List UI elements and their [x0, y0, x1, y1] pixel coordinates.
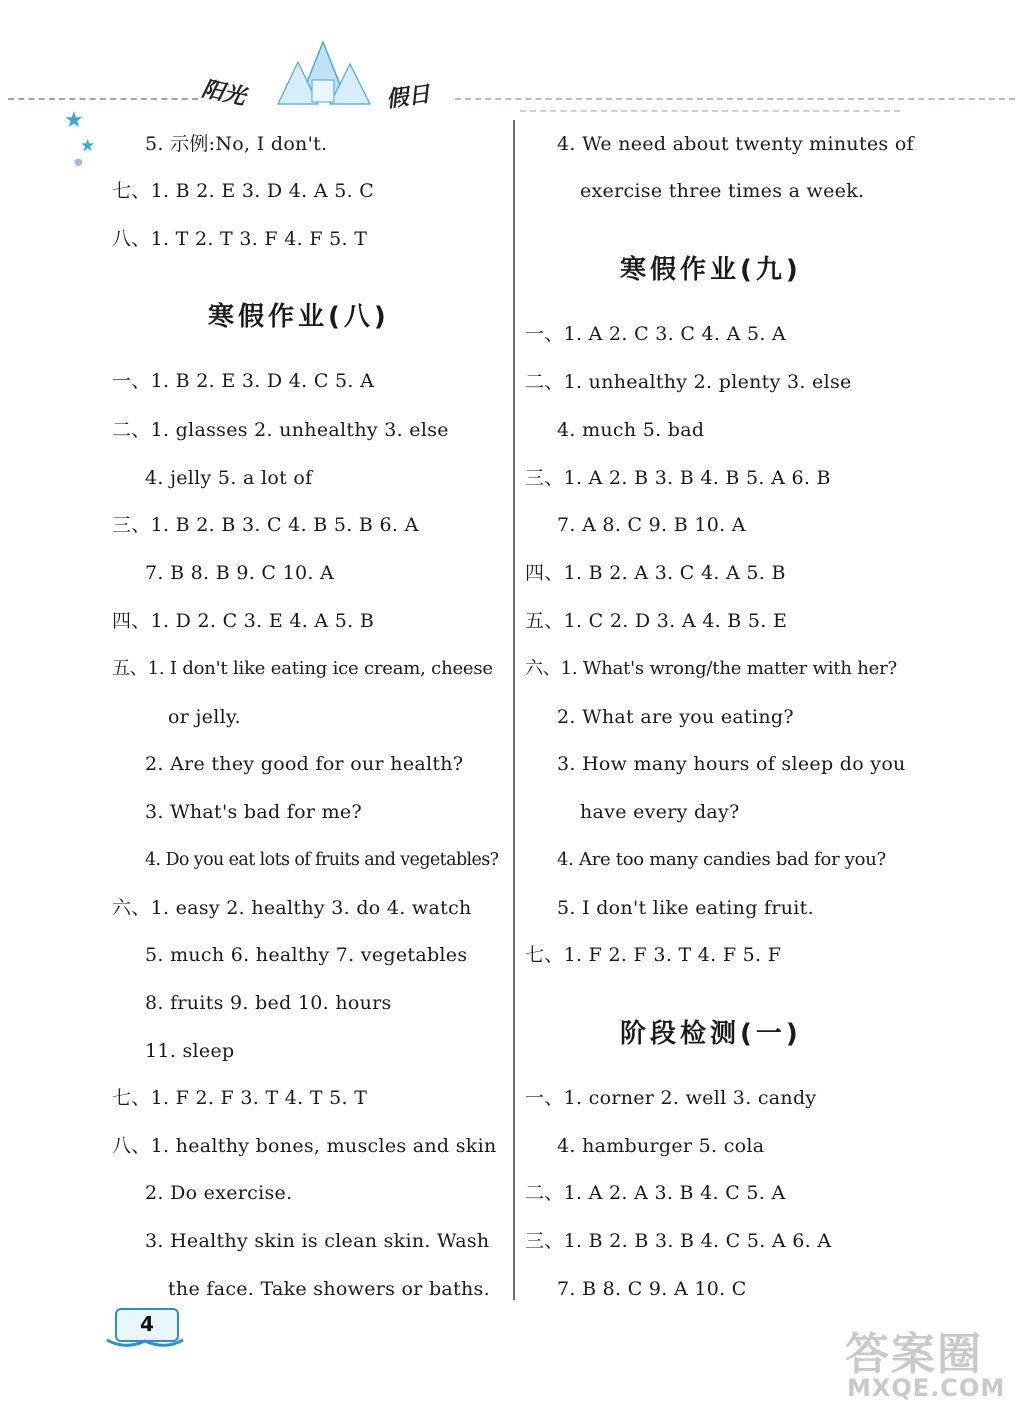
answer-line: 3. How many hours of sleep do you [557, 753, 906, 775]
answer-line: 4. We need about twenty minutes of [557, 133, 914, 155]
drop-icon: ● [74, 157, 83, 168]
answer-line: 3. Healthy skin is clean skin. Wash [145, 1230, 490, 1252]
answer-line: or jelly. [168, 706, 241, 728]
answer-line: 7. B 8. C 9. A 10. C [557, 1278, 747, 1300]
answer-line: 4. hamburger 5. cola [557, 1135, 765, 1157]
answer-line: 7. B 8. B 9. C 10. A [145, 562, 335, 584]
answer-line: exercise three times a week. [580, 180, 865, 202]
answer-line: 六、1. easy 2. healthy 3. do 4. watch [112, 897, 472, 919]
answer-line: 七、1. F 2. F 3. T 4. T 5. T [112, 1087, 368, 1109]
watermark [845, 1318, 1020, 1404]
watermark-bottom-text: MXQE.COM [847, 1374, 1006, 1402]
answer-line: 五、1. I don't like eating ice cream, cheese [112, 658, 493, 679]
answer-line: 一、1. B 2. E 3. D 4. C 5. A [112, 370, 375, 392]
answer-line: 4. Do you eat lots of fruits and vegetables? [145, 850, 499, 870]
answer-line: 2. What are you eating? [557, 706, 794, 728]
answer-line: have every day? [580, 801, 740, 823]
answer-line: 一、1. corner 2. well 3. candy [525, 1087, 817, 1109]
answer-line: 三、1. A 2. B 3. B 4. B 5. A 6. B [525, 467, 831, 489]
header-dashed-line-right [455, 98, 1015, 100]
header-dashed-line-left [8, 98, 198, 100]
page-number: 4 [140, 1312, 154, 1336]
answer-line: 二、1. A 2. A 3. B 4. C 5. A [525, 1182, 786, 1204]
answer-line: 一、1. A 2. C 3. C 4. A 5. A [525, 323, 787, 345]
brand-text-left: 阳光 [199, 76, 248, 111]
answer-line: 五、1. C 2. D 3. A 4. B 5. E [525, 610, 788, 632]
answer-line: 4. jelly 5. a lot of [145, 467, 313, 489]
section-title: 寒假作业(八) [208, 302, 390, 332]
answer-line: 四、1. B 2. A 3. C 4. A 5. B [525, 562, 786, 584]
answer-line: 5. I don't like eating fruit. [557, 897, 814, 919]
answer-line: 八、1. healthy bones, muscles and skin [112, 1135, 497, 1157]
watermark-top-text: 答案圈 [845, 1329, 983, 1380]
answer-line: 七、1. B 2. E 3. D 4. A 5. C [112, 180, 375, 202]
section-title: 寒假作业(九) [620, 255, 802, 285]
answer-line: 三、1. B 2. B 3. C 4. B 5. B 6. A [112, 514, 419, 536]
tree-icon [268, 40, 378, 110]
answer-line: 4. Are too many candies bad for you? [557, 849, 886, 870]
answer-line: 二、1. unhealthy 2. plenty 3. else [525, 371, 852, 393]
answer-line: 7. A 8. C 9. B 10. A [557, 514, 746, 536]
answer-line: 六、1. What's wrong/the matter with her? [525, 658, 897, 679]
answer-line: the face. Take showers or baths. [168, 1278, 490, 1300]
answer-line: 八、1. T 2. T 3. F 4. F 5. T [112, 228, 368, 250]
answer-line: 5. much 6. healthy 7. vegetables [145, 944, 468, 966]
answer-line: 11. sleep [145, 1040, 235, 1062]
column-divider [513, 120, 515, 1300]
answer-line: 4. much 5. bad [557, 419, 705, 441]
section-title: 阶段检测(一) [620, 1019, 802, 1049]
answer-line: 2. Are they good for our health? [145, 753, 464, 775]
answer-line: 5. 示例:No, I don't. [145, 133, 328, 155]
brand-text-right: 假日 [384, 82, 432, 113]
star-icon-small: ★ [80, 136, 96, 156]
brand-logo [200, 52, 450, 122]
book-icon [105, 1336, 185, 1350]
answer-line: 3. What's bad for me? [145, 801, 362, 823]
answer-line: 2. Do exercise. [145, 1182, 293, 1204]
answer-line: 二、1. glasses 2. unhealthy 3. else [112, 419, 449, 441]
header-dashed-line-right-2 [520, 110, 900, 112]
answer-line: 四、1. D 2. C 3. E 4. A 5. B [112, 610, 375, 632]
answer-line: 8. fruits 9. bed 10. hours [145, 992, 392, 1014]
star-icon: ★ [64, 108, 84, 133]
answer-line: 七、1. F 2. F 3. T 4. F 5. F [525, 944, 782, 966]
answer-line: 三、1. B 2. B 3. B 4. C 5. A 6. A [525, 1230, 832, 1252]
